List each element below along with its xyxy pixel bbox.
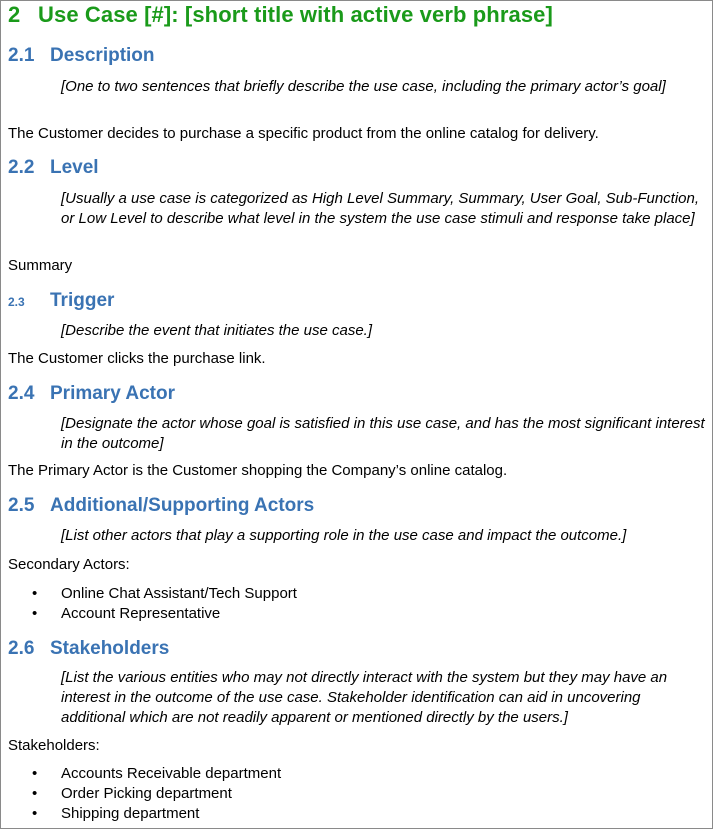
- bullet-icon: •: [32, 585, 38, 602]
- body-text: Secondary Actors:: [8, 556, 130, 573]
- body-text: The Primary Actor is the Customer shopping the Company’s online catalog.: [8, 462, 508, 479]
- list-item-text: Online Chat Assistant/Tech Support: [61, 585, 297, 602]
- bullet-icon: •: [32, 785, 38, 802]
- heading-title: Use Case [#]: [short title with active verb phrase]: [38, 2, 553, 27]
- section-heading-level: [8, 157, 99, 179]
- section-number: 2.5: [8, 495, 35, 516]
- section-heading-description: [8, 45, 155, 67]
- instruction-text: [List the various entities who may not directly interact with the system but they may have an interest in the outcome of the use case. Stakeholder identification can aid in uncovering additional which are not readily apparent or mentioned directly by the users.]: [61, 669, 668, 726]
- instruction-text: [List other actors that play a supporting role in the use case and impact the outcome.]: [61, 527, 627, 544]
- instruction-text: [Designate the actor whose goal is satisfied in this use case, and has the most significant interest in the outcome]: [61, 415, 705, 452]
- body-text: The Customer decides to purchase a specific product from the online catalog for delivery.: [8, 125, 599, 142]
- body-text: Stakeholders:: [8, 737, 100, 754]
- section-number: 2.4: [8, 383, 35, 404]
- section-title: Level: [50, 157, 99, 178]
- section-heading-primary-actor: [8, 383, 175, 405]
- section-title: Additional/Supporting Actors: [50, 495, 315, 516]
- body-text: The Customer clicks the purchase link.: [8, 350, 266, 367]
- section-title: Primary Actor: [50, 383, 175, 404]
- body-text: Summary: [8, 257, 73, 274]
- section-title: Trigger: [50, 290, 115, 311]
- section-heading-stakeholders: [8, 638, 169, 660]
- instruction-text: [Usually a use case is categorized as High Level Summary, Summary, User Goal, Sub-Function, or Low Level to describe what level in the system the use case stimuli and response take place]: [61, 190, 700, 227]
- instruction-text: [One to two sentences that briefly describe the use case, including the primary actor’s goal]: [61, 78, 666, 95]
- list-item-text: Order Picking department: [61, 785, 232, 802]
- bullet-icon: •: [32, 605, 38, 622]
- list-item-text: Accounts Receivable department: [61, 765, 282, 782]
- section-heading-trigger: [8, 290, 114, 312]
- section-number: 2.2: [8, 157, 35, 178]
- section-title: Description: [50, 45, 155, 66]
- instruction-text: [Describe the event that initiates the use case.]: [61, 322, 373, 339]
- bullet-icon: •: [32, 805, 38, 822]
- heading-use-case: [8, 2, 553, 28]
- section-heading-supporting-actors: [8, 495, 314, 517]
- bullet-icon: •: [32, 765, 38, 782]
- section-number: 2.6: [8, 638, 35, 659]
- list-item-text: Account Representative: [61, 605, 221, 622]
- list-item-text: Shipping department: [61, 805, 200, 822]
- section-title: Stakeholders: [50, 638, 170, 659]
- section-number: 2.1: [8, 45, 35, 66]
- heading-number: 2: [8, 2, 21, 27]
- section-number: 2.3: [8, 295, 25, 309]
